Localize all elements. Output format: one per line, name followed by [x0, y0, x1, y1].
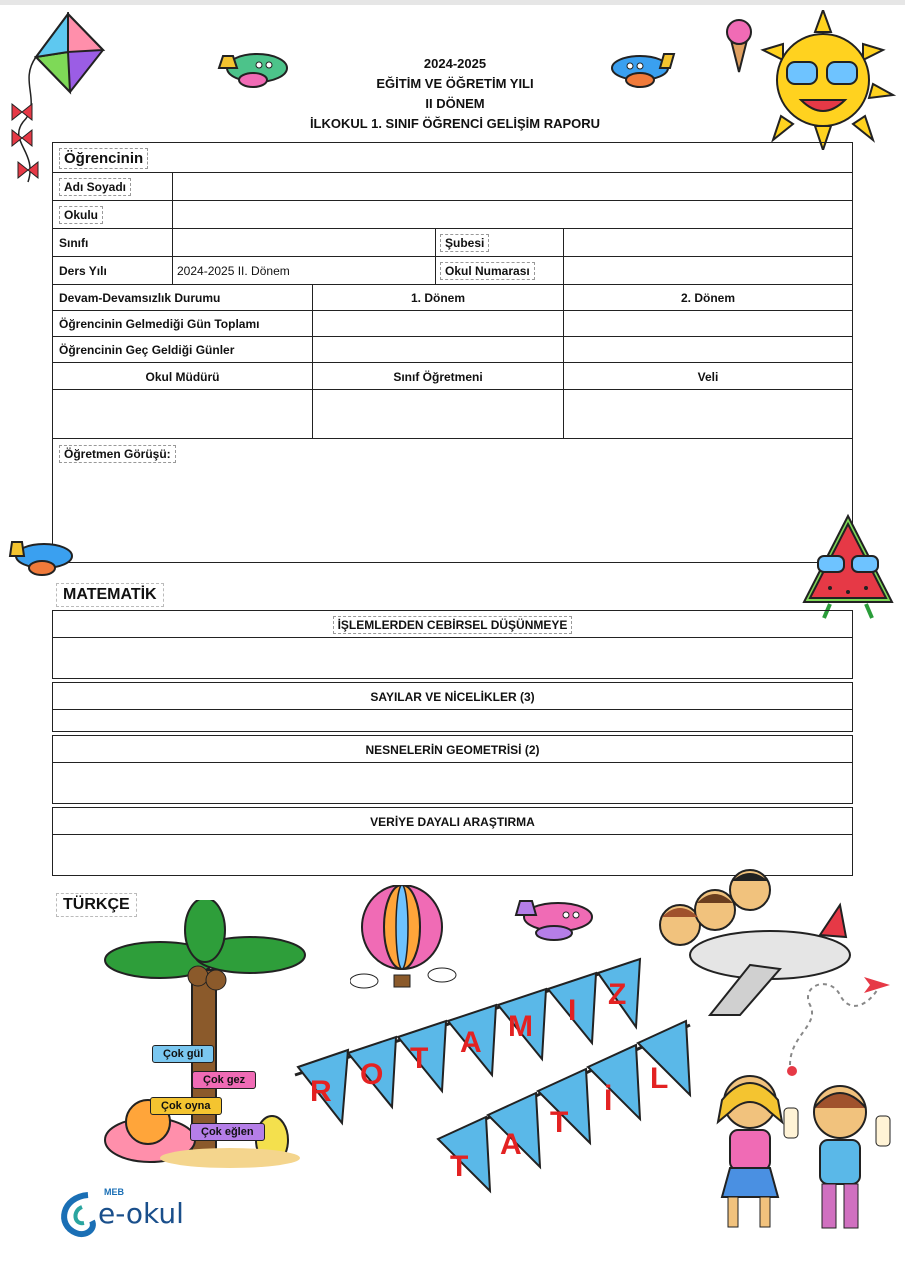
late-label-cell [52, 336, 313, 363]
student-section-label: Öğrencinin [59, 148, 148, 169]
teacher-signature[interactable] [312, 389, 564, 439]
turkish-title: TÜRKÇE [56, 893, 137, 917]
late-term1-cell[interactable] [312, 336, 564, 363]
signpost-arrow: Çok oyna [150, 1097, 222, 1115]
math-topic-title: İŞLEMLERDEN CEBİRSEL DÜŞÜNMEYE [333, 616, 573, 634]
principal-label: Okul Müdürü [145, 370, 220, 384]
absent-term1-cell[interactable] [312, 310, 564, 337]
math-topic-header [52, 807, 853, 835]
attendance-title-cell [52, 284, 313, 311]
class-label: Sınıfı [59, 236, 89, 250]
banner-letter: I [568, 994, 577, 1027]
principal-signature[interactable] [52, 389, 313, 439]
top-strip [0, 0, 905, 5]
year-label-cell [52, 256, 173, 285]
e-okul-text: e-okul [98, 1197, 184, 1230]
banner-letter: T [450, 1150, 469, 1183]
absent-label: Öğrencinin Gelmediği Gün Toplamı [59, 317, 260, 331]
e-okul-small: MEB [104, 1187, 124, 1197]
flight-path-icon [780, 965, 895, 1080]
branch-label-cell [435, 228, 564, 257]
title-report: İLKOKUL 1. SINIF ÖĞRENCİ GELİŞİM RAPORU [309, 116, 601, 131]
airplane-icon [215, 42, 291, 98]
math-topic-content[interactable] [52, 709, 853, 732]
term1-cell [312, 284, 564, 311]
math-topic-header [52, 735, 853, 763]
airplane-icon [510, 893, 600, 949]
teacher-opinion-label: Öğretmen Görüşü: [59, 445, 176, 463]
principal-cell [52, 362, 313, 390]
term2-label: 2. Dönem [680, 291, 735, 305]
report-title [285, 54, 625, 134]
number-label: Okul Numarası [440, 262, 535, 280]
parent-cell [563, 362, 853, 390]
math-topic-header [52, 610, 853, 638]
math-topic-content[interactable] [52, 637, 853, 679]
absent-label-cell [52, 310, 313, 337]
math-topic-title: VERİYE DAYALI ARAŞTIRMA [370, 815, 535, 829]
student-section-row [52, 142, 853, 173]
math-topic-title: SAYILAR VE NİCELİKLER (3) [370, 690, 535, 704]
number-label-cell [435, 256, 564, 285]
number-value-cell[interactable] [563, 256, 853, 285]
branch-value-cell[interactable] [563, 228, 853, 257]
banner-letter: Z [608, 978, 627, 1011]
banner-letter: M [508, 1010, 533, 1043]
late-term2-cell[interactable] [563, 336, 853, 363]
e-okul-swirl-icon [52, 1185, 102, 1241]
signpost-arrow: Çok eğlen [190, 1123, 265, 1141]
rotamiz-tatil-banner [290, 955, 710, 1200]
teacher-cell [312, 362, 564, 390]
banner-letter: A [500, 1128, 522, 1161]
banner-letter: L [650, 1062, 669, 1095]
school-label-cell [52, 200, 173, 229]
math-topic-title: NESNELERİN GEOMETRİSİ (2) [365, 743, 540, 757]
school-value-cell[interactable] [172, 200, 853, 229]
parent-label: Veli [697, 370, 719, 384]
late-label: Öğrencinin Geç Geldiği Günler [59, 343, 235, 357]
math-title: MATEMATİK [56, 583, 164, 607]
airplane-icon [8, 532, 76, 584]
class-value-cell[interactable] [172, 228, 436, 257]
class-label-cell [52, 228, 173, 257]
banner-letter: R [310, 1075, 332, 1108]
year-value-cell [172, 256, 436, 285]
airplane-icon [604, 46, 676, 96]
banner-letter: O [360, 1058, 384, 1091]
math-topic-content[interactable] [52, 762, 853, 804]
term1-label: 1. Dönem [410, 291, 465, 305]
year-value: 2024-2025 II. Dönem [177, 264, 290, 278]
parent-signature[interactable] [563, 389, 853, 439]
banner-letter: T [550, 1106, 569, 1139]
watermelon-icon [800, 512, 896, 622]
sun-icon [723, 10, 903, 150]
teacher-label: Sınıf Öğretmeni [393, 370, 483, 384]
year-label: Ders Yılı [59, 264, 107, 278]
absent-term2-cell[interactable] [563, 310, 853, 337]
school-label: Okulu [59, 206, 103, 224]
signpost-arrow: Çok gez [192, 1071, 256, 1089]
attendance-title: Devam-Devamsızlık Durumu [59, 291, 221, 305]
math-topic-header [52, 682, 853, 710]
title-year: 2024-2025 [423, 56, 487, 71]
branch-label: Şubesi [440, 234, 489, 252]
signpost-arrow: Çok gül [152, 1045, 214, 1063]
title-term: II DÖNEM [425, 96, 485, 111]
banner-letter: A [460, 1026, 482, 1059]
name-label: Adı Soyadı [59, 178, 131, 196]
teacher-opinion-box[interactable] [52, 438, 853, 563]
banner-letter: T [410, 1042, 429, 1075]
banner-letter: İ [604, 1084, 613, 1117]
kids-with-scrolls-illustration [700, 1072, 895, 1242]
name-value-cell[interactable] [172, 172, 853, 201]
title-edu-year: EĞİTİM VE ÖĞRETİM YILI [376, 76, 534, 91]
e-okul-logo [52, 1185, 182, 1241]
name-label-cell [52, 172, 173, 201]
term2-cell [563, 284, 853, 311]
